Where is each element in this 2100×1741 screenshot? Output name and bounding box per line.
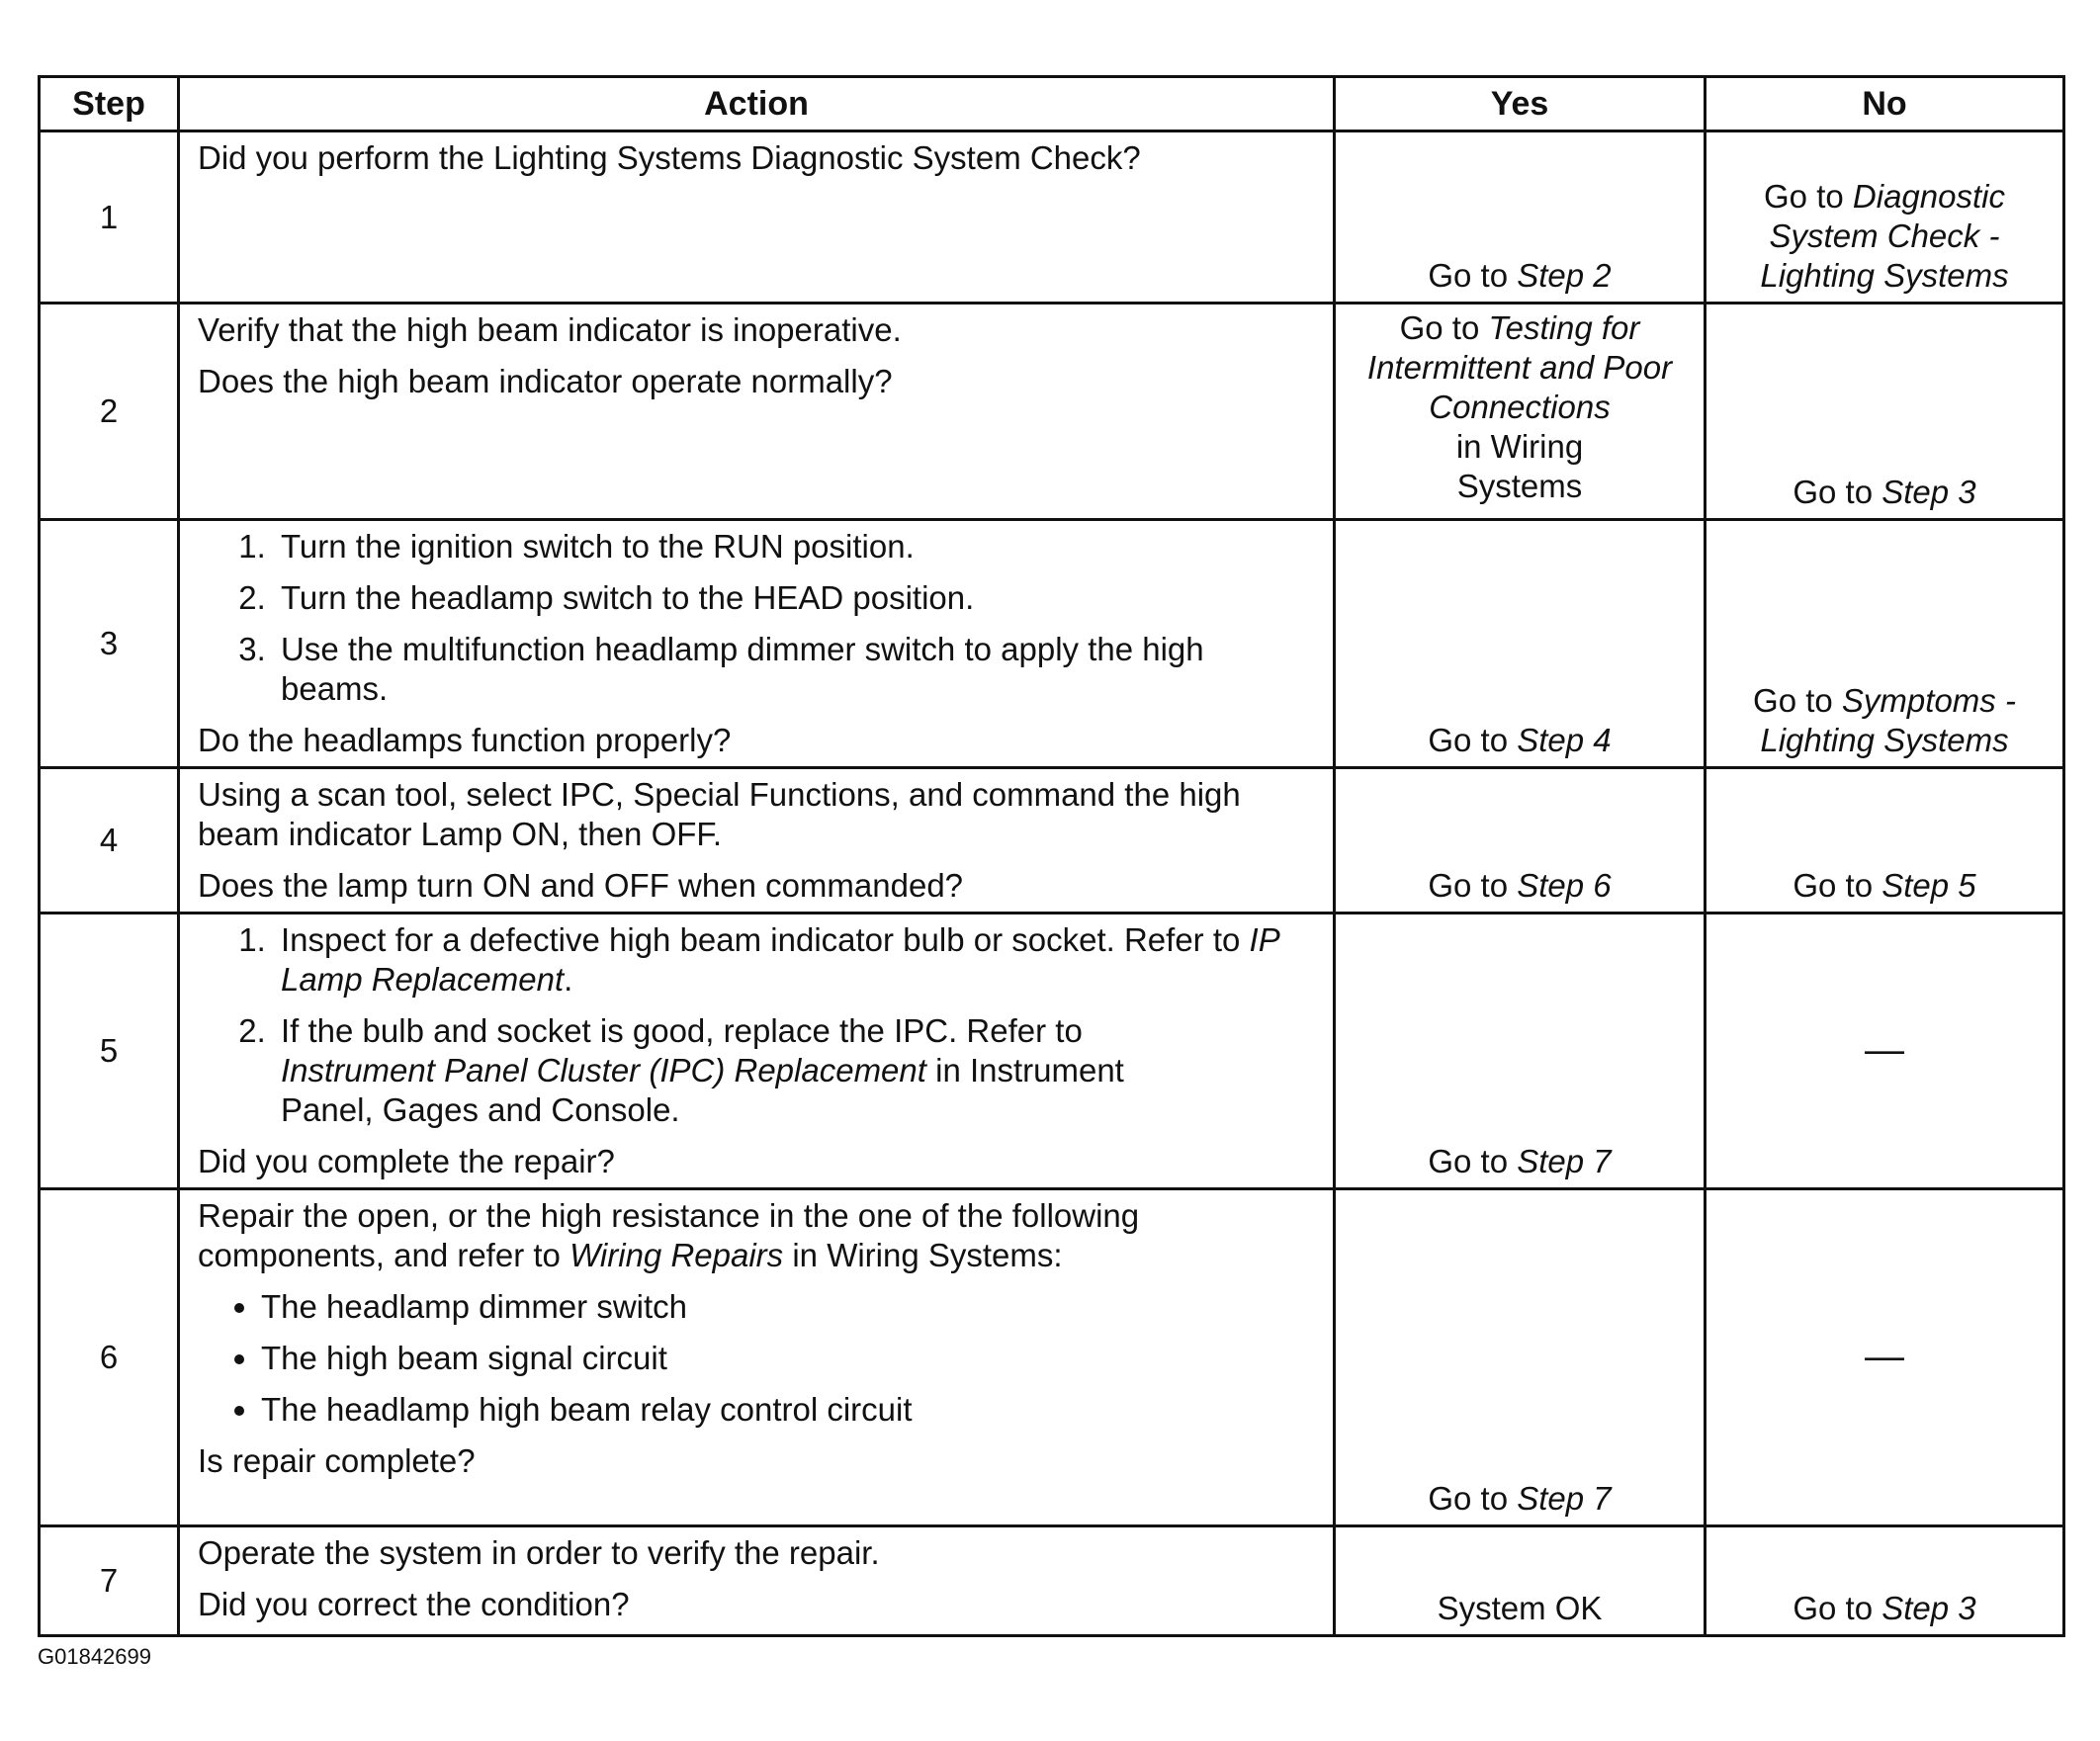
action-question: Does the lamp turn ON and OFF when commanded? — [198, 867, 964, 904]
action-question: Does the high beam indicator operate normally? — [198, 363, 893, 399]
step-link[interactable]: Step 6 — [1517, 867, 1612, 904]
instruction-item: 3. Use the multifunction headlamp dimmer switch to apply the high beams. — [275, 630, 1250, 709]
header-yes: Yes — [1335, 77, 1706, 131]
action-text: Repair the open, or the high resistance in the one of the following components, and refer to Wiring Repairs in Wiring Systems: — [198, 1197, 1140, 1273]
header-step: Step — [40, 77, 179, 131]
table-row — [40, 1526, 2064, 1636]
header-action: Action — [179, 77, 1335, 131]
yes-cell — [1335, 520, 1706, 768]
procedure-link[interactable]: Wiring Repairs — [569, 1237, 784, 1273]
goto-text: Go to — [1793, 1590, 1882, 1626]
yes-cell: System OK — [1335, 1526, 1706, 1636]
goto-text: Go to — [1428, 867, 1518, 904]
action-cell — [179, 914, 1335, 1189]
step-link[interactable]: Step 2 — [1517, 257, 1612, 294]
step-link[interactable]: Step 4 — [1517, 722, 1612, 758]
table-row — [40, 304, 2064, 520]
action-question: Did you complete the repair? — [198, 1143, 615, 1179]
instruction-item: 1. Inspect for a defective high beam indicator bulb or socket. Refer to IP Lamp Replacement. — [275, 920, 1319, 1000]
instruction-list — [198, 920, 1319, 1130]
table-row — [40, 520, 2064, 768]
instruction-item: 2. Turn the headlamp switch to the HEAD position. — [275, 578, 1319, 618]
step-number: 5 — [40, 914, 179, 1189]
no-cell-dash: — — [1706, 914, 2064, 1189]
header-no: No — [1706, 77, 2064, 131]
action-cell — [179, 304, 1335, 520]
action-cell — [179, 1526, 1335, 1636]
step-link[interactable]: Step 5 — [1881, 867, 1976, 904]
action-cell — [179, 520, 1335, 768]
procedure-link[interactable]: Diagnostic System Check - Lighting Systems — [1760, 178, 2009, 294]
instruction-list — [198, 527, 1319, 709]
action-question: Did you correct the condition? — [198, 1586, 630, 1622]
goto-text: Go to — [1428, 1480, 1518, 1517]
yes-cell — [1335, 768, 1706, 914]
component-item: • The high beam signal circuit — [261, 1339, 1319, 1378]
no-cell — [1706, 304, 2064, 520]
table-row — [40, 131, 2064, 304]
step-link[interactable]: Step 3 — [1881, 474, 1976, 510]
procedure-link[interactable]: IP Lamp Replacement — [281, 921, 1279, 998]
procedure-link[interactable]: Symptoms - Lighting Systems — [1760, 682, 2016, 758]
goto-text: Go to — [1793, 867, 1882, 904]
component-item: • The headlamp high beam relay control circuit — [261, 1390, 1319, 1430]
goto-text: Go to — [1753, 682, 1842, 719]
no-cell — [1706, 520, 2064, 768]
table-row — [40, 914, 2064, 1189]
goto-text: Go to — [1428, 257, 1518, 294]
goto-text: Go to — [1428, 722, 1518, 758]
diagnostic-table — [38, 75, 2065, 1637]
figure-id: G01842699 — [38, 1644, 151, 1669]
yes-cell — [1335, 304, 1706, 520]
goto-text: Go to — [1428, 1143, 1518, 1179]
no-cell — [1706, 1526, 2064, 1636]
step-number: 3 — [40, 520, 179, 768]
goto-text: Go to — [1399, 309, 1489, 346]
action-question: Did you perform the Lighting Systems Diagnostic System Check? — [198, 139, 1141, 176]
component-item: • The headlamp dimmer switch — [261, 1287, 1319, 1327]
table-row — [40, 768, 2064, 914]
no-cell-dash: — — [1706, 1189, 2064, 1526]
goto-text: Go to — [1764, 178, 1853, 215]
procedure-link[interactable]: Instrument Panel Cluster (IPC) Replacement — [281, 1052, 926, 1088]
action-question: Is repair complete? — [198, 1442, 476, 1479]
step-number: 6 — [40, 1189, 179, 1526]
action-text: Using a scan tool, select IPC, Special Functions, and command the high beam indicator Lamp ON, then OFF. — [198, 776, 1241, 852]
action-cell — [179, 1189, 1335, 1526]
component-list — [198, 1287, 1319, 1430]
instruction-item: 1. Turn the ignition switch to the RUN position. — [275, 527, 1319, 566]
action-cell — [179, 131, 1335, 304]
step-number: 4 — [40, 768, 179, 914]
no-cell — [1706, 131, 2064, 304]
yes-cell — [1335, 914, 1706, 1189]
procedure-link[interactable]: Testing for Intermittent and Poor Connections — [1366, 309, 1673, 425]
step-link[interactable]: Step 7 — [1517, 1143, 1612, 1179]
goto-text: Go to — [1793, 474, 1882, 510]
step-number: 2 — [40, 304, 179, 520]
action-question: Do the headlamps function properly? — [198, 722, 732, 758]
yes-cell — [1335, 1189, 1706, 1526]
step-link[interactable]: Step 3 — [1881, 1590, 1976, 1626]
step-link[interactable]: Step 7 — [1517, 1480, 1612, 1517]
yes-cell — [1335, 131, 1706, 304]
no-cell — [1706, 768, 2064, 914]
procedure-location: in Wiring Systems — [1455, 428, 1584, 504]
header-row — [40, 77, 2064, 131]
instruction-item: 2. If the bulb and socket is good, replace the IPC. Refer to Instrument Panel Cluster (IPC) Replacement in Instrument Panel, Gages and Console. — [275, 1011, 1190, 1130]
table-row — [40, 1189, 2064, 1526]
step-number: 1 — [40, 131, 179, 304]
step-number: 7 — [40, 1526, 179, 1636]
action-text: Operate the system in order to verify the repair. — [198, 1534, 880, 1571]
action-text: Verify that the high beam indicator is inoperative. — [198, 311, 902, 348]
action-cell — [179, 768, 1335, 914]
